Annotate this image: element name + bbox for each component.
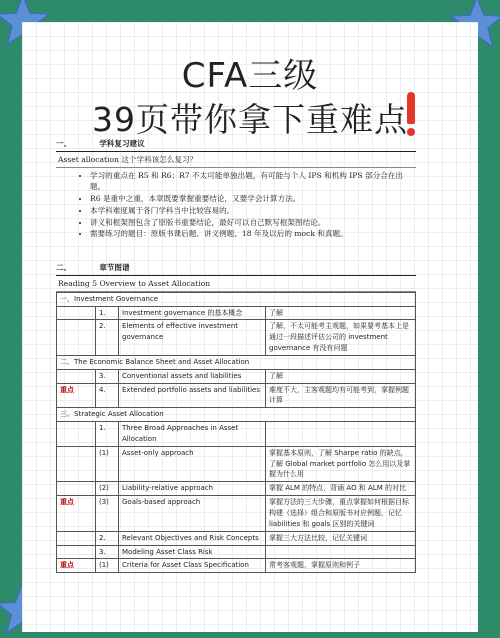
row-number: (1) bbox=[96, 559, 119, 573]
table-row bbox=[57, 559, 416, 573]
row-number: 3. bbox=[96, 545, 119, 559]
row-topic: Criteria for Asset Class Specification bbox=[119, 559, 266, 573]
table-row bbox=[57, 545, 416, 559]
row-number: (1) bbox=[96, 446, 119, 482]
row-note: 常考客观题，掌握原则和例子 bbox=[266, 559, 416, 573]
row-number: (3) bbox=[96, 496, 119, 532]
row-flag: 重点 bbox=[57, 383, 96, 408]
group-label: 二、The Economic Balance Sheet and Asset Allocation bbox=[57, 355, 416, 369]
table-row bbox=[57, 383, 416, 408]
table-group-row bbox=[57, 292, 416, 306]
exclamation-icon bbox=[407, 92, 417, 138]
row-flag bbox=[57, 531, 96, 545]
row-flag bbox=[57, 320, 96, 356]
row-number: 2. bbox=[96, 531, 119, 545]
section1-question: Asset allocation 这个学科该怎么复习？ bbox=[56, 152, 416, 168]
row-note: 掌握三大方法比较，记忆关键词 bbox=[266, 531, 416, 545]
row-topic: Investment governance 的基本概念 bbox=[119, 306, 266, 320]
title-line-1: CFA三级 bbox=[181, 56, 319, 96]
row-number: 1. bbox=[96, 306, 119, 320]
section2 bbox=[56, 262, 416, 573]
section2-number: 二、 bbox=[56, 263, 72, 273]
title-line-2 bbox=[86, 94, 414, 141]
table-row bbox=[57, 422, 416, 447]
group-label: 一、Investment Governance bbox=[57, 292, 416, 306]
row-note bbox=[266, 545, 416, 559]
table-group-row bbox=[57, 408, 416, 422]
row-note: 了解 bbox=[266, 306, 416, 320]
section2-title: 章节图谱 bbox=[99, 263, 130, 273]
list-item: • 讲义和框架图包含了原版书重要结论，最好可以自己默写框架图结论。 bbox=[90, 217, 416, 229]
row-topic: Goals-based approach bbox=[119, 496, 266, 532]
reading-title: Reading 5 Overview to Asset Allocation bbox=[56, 276, 416, 292]
list-item: • 学习的重点在 R5 和 R6；R7 不太可能单独出题，有可能与个人 IPS 和机构 IPS 部分合在出题。 bbox=[90, 170, 416, 194]
table-group-row bbox=[57, 355, 416, 369]
table-row bbox=[57, 496, 416, 532]
row-note: 掌握方法的三大步骤，重点掌握如何根据目标构建（选择）组合和原版书对应例题，记忆 liabilities 和 goals 区别的关键词 bbox=[266, 496, 416, 532]
table-row bbox=[57, 531, 416, 545]
row-topic: Conventional assets and liabilities bbox=[119, 369, 266, 383]
row-flag: 重点 bbox=[57, 496, 96, 532]
row-number: 2. bbox=[96, 320, 119, 356]
row-flag: 重点 bbox=[57, 559, 96, 573]
row-note: 掌握基本原则，了解 Sharpe ratio 的缺点，了解 Global market portfolio 怎么用以及掌握为什么用 bbox=[266, 446, 416, 482]
row-note: 掌握 ALM 的特点，背诵 AO 和 ALM 的对比 bbox=[266, 482, 416, 496]
row-flag bbox=[57, 306, 96, 320]
advice-list bbox=[56, 170, 416, 241]
row-number: 3. bbox=[96, 369, 119, 383]
chapter-map-table bbox=[56, 292, 416, 574]
document-content bbox=[56, 138, 416, 573]
section1-title: 学科复习建议 bbox=[99, 139, 145, 148]
table-row bbox=[57, 446, 416, 482]
row-topic: Liability-relative approach bbox=[119, 482, 266, 496]
section1-number: 一、 bbox=[56, 139, 72, 148]
row-flag bbox=[57, 545, 96, 559]
row-number: 4. bbox=[96, 383, 119, 408]
row-topic: Relevant Objectives and Risk Concepts bbox=[119, 531, 266, 545]
row-topic: Modeling Asset Class Risk bbox=[119, 545, 266, 559]
list-item: • 本学科难度属于各门学科当中比较容易的。 bbox=[90, 205, 416, 217]
row-topic: Elements of effective investment governance bbox=[119, 320, 266, 356]
section1-heading bbox=[56, 138, 416, 152]
row-flag bbox=[57, 482, 96, 496]
row-number: (2) bbox=[96, 482, 119, 496]
row-note bbox=[266, 422, 416, 447]
list-item: • 需要练习的题目：原版书课后题、讲义例题、18 年及以后的 mock 和真题。 bbox=[90, 228, 416, 240]
row-number: 1. bbox=[96, 422, 119, 447]
row-topic: Asset-only approach bbox=[119, 446, 266, 482]
row-flag bbox=[57, 446, 96, 482]
row-note: 难度不大，主客观题均有可能考到，掌握例题计算 bbox=[266, 383, 416, 408]
table-row bbox=[57, 306, 416, 320]
list-item: • R6 是重中之重，本章既要掌握重要结论，又要学会计算方法。 bbox=[90, 193, 416, 205]
table-row bbox=[57, 482, 416, 496]
row-flag bbox=[57, 369, 96, 383]
table-row bbox=[57, 369, 416, 383]
row-flag bbox=[57, 422, 96, 447]
row-topic: Extended portfolio assets and liabilities bbox=[119, 383, 266, 408]
group-label: 三、Strategic Asset Allocation bbox=[57, 408, 416, 422]
table-row bbox=[57, 320, 416, 356]
row-note: 了解，不太可能考主观题，如果要考基本上是通过一段描述评估公司的 investment governance 有没有问题 bbox=[266, 320, 416, 356]
title-line-2-text: 39页带你拿下重难点 bbox=[92, 100, 408, 139]
section2-heading bbox=[56, 262, 416, 276]
row-topic: Three Broad Approaches in Asset Allocation bbox=[119, 422, 266, 447]
row-note: 了解 bbox=[266, 369, 416, 383]
